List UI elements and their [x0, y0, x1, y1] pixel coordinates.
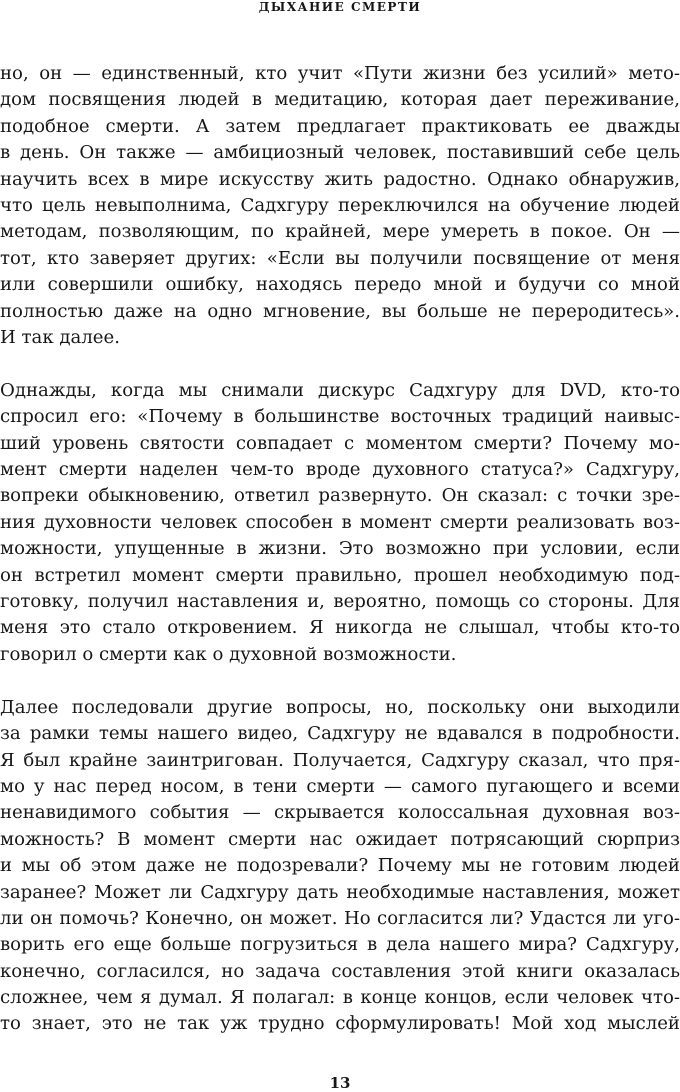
text-line: конечно, согласился, но задача составления этой книги оказалась — [0, 960, 680, 982]
text-line: ния духовности человек способен в момент смерти реализовать воз- — [0, 511, 680, 533]
text-line: или совершили ошибку, находясь передо мной и будучи со мной — [0, 274, 680, 296]
text-line: подобное смерти. А затем предлагает практиковать ее дважды — [0, 115, 680, 137]
text-line: И так далее. — [0, 326, 120, 348]
text-line: спросил его: «Почему в большинстве восточных традиций наивыс- — [0, 406, 680, 428]
body-text — [0, 61, 680, 1038]
paragraph-2 — [0, 378, 680, 668]
text-line: Я был крайне заинтригован. Получается, Садхгуру сказал, что пря- — [0, 749, 680, 771]
text-line: Однажды, когда мы снимали дискурс Садхгуру для DVD, кто-то — [0, 379, 680, 401]
text-line: вопреки обыкновению, ответил развернуто. Он сказал: с точки зре- — [0, 485, 680, 507]
paragraph-gap — [0, 351, 680, 378]
text-line: ли он помочь? Конечно, он может. Но согласится ли? Удастся ли уго- — [0, 907, 680, 929]
text-line: что цель невыполнима, Садхгуру переключился на обучение людей — [0, 194, 680, 216]
text-line: тот, кто заверяет других: «Если вы получили посвящение от меня — [0, 247, 680, 269]
text-line: научить всех в мире искусству жить радостно. Однако обнаружив, — [0, 168, 680, 190]
text-line: меня это стало откровением. Я никогда не слышал, чтобы кто-то — [0, 617, 680, 639]
text-line: готовку, получил наставления и, вероятно, помощь со стороны. Для — [0, 591, 680, 613]
paragraph-3 — [0, 695, 680, 1038]
text-line: то знает, это не так уж трудно сформулировать! Мой ход мыслей — [0, 1013, 680, 1035]
text-line: за рамки темы нашего видео, Садхгуру не вдавался в подробности. — [0, 723, 680, 745]
text-line: говорил о смерти как о духовной возможности. — [0, 643, 457, 665]
paragraph-gap — [0, 668, 680, 695]
text-line: мент смерти наделен чем-то вроде духовного статуса?» Садхгуру, — [0, 459, 680, 481]
paragraph-1 — [0, 61, 680, 351]
text-line: мо у нас перед носом, в тени смерти — самого пугающего и всеми — [0, 775, 680, 797]
text-line: можность? В момент смерти нас ожидает потрясающий сюрприз — [0, 828, 680, 850]
text-line: но, он — единственный, кто учит «Пути жизни без усилий» мето- — [0, 63, 680, 84]
text-line: он встретил момент смерти правильно, прошел необходимую под- — [0, 564, 680, 586]
running-head: ДЫХАНИЕ СМЕРТИ — [258, 0, 422, 14]
text-line: и мы об этом даже не подозревали? Почему мы не готовим людей — [0, 855, 680, 877]
text-line: в день. Он также — амбициозный человек, поставивший себе цель — [0, 142, 680, 164]
text-line: полностью даже на одно мгновение, вы больше не переродитесь». — [0, 300, 680, 322]
text-line: сложнее, чем я думал. Я полагал: в конце концов, если человек что- — [0, 987, 680, 1009]
text-line: ший уровень святости совпадает с моментом смерти? Почему мо- — [0, 432, 680, 454]
text-line: ворить его еще больше погрузиться в дела нашего мира? Садхгуру, — [0, 934, 680, 956]
text-line: ненавидимого события — скрывается колоссальная духовная воз- — [0, 802, 680, 824]
page-number: 13 — [329, 1074, 351, 1092]
text-line: методам, позволяющим, по крайней, мере умереть в покое. Он — — [0, 221, 680, 243]
text-line: дом посвящения людей в медитацию, которая дает переживание, — [0, 89, 680, 111]
text-line: Далее последовали другие вопросы, но, поскольку они выходили — [0, 696, 680, 718]
text-line: можности, упущенные в жизни. Это возможно при условии, если — [0, 538, 680, 560]
text-line: заранее? Может ли Садхгуру дать необходимые наставления, может — [0, 881, 680, 903]
